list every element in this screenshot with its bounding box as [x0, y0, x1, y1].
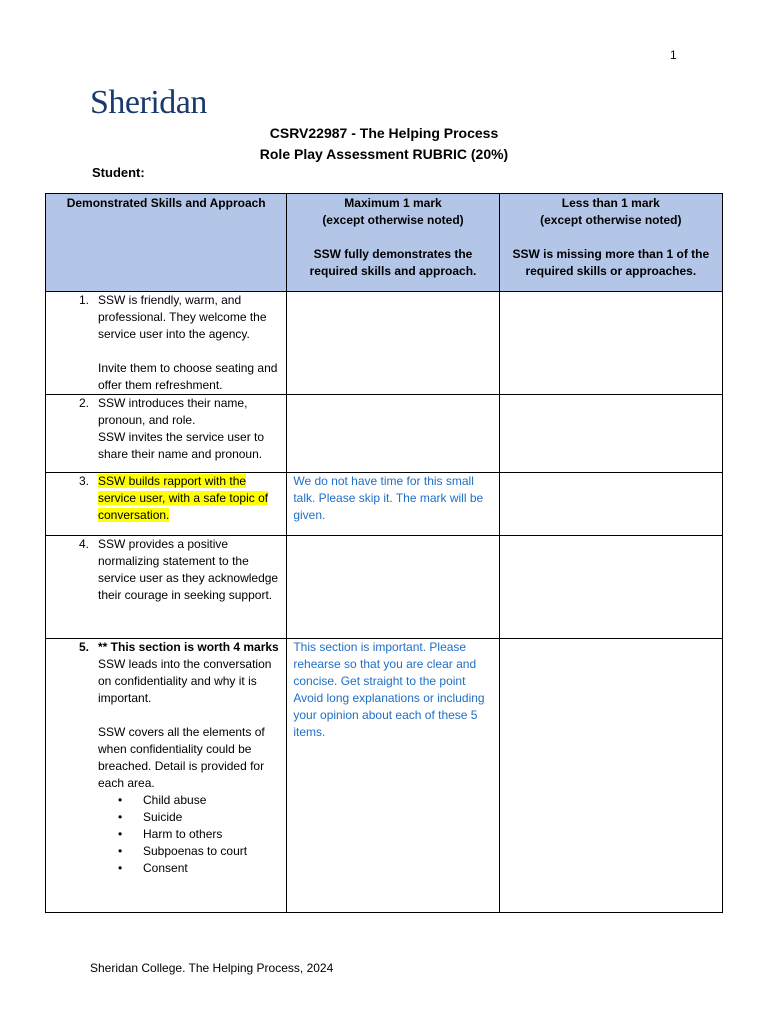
row3-max-cell[interactable] [287, 473, 499, 536]
table-row [46, 639, 723, 913]
row3-less-cell[interactable] [499, 473, 722, 536]
row2-text-extra: SSW invites the service user to share their name and pronoun. [98, 430, 265, 461]
table-header-row [46, 194, 723, 292]
list-item: • Consent [143, 860, 286, 877]
row5-instructor-note: This section is important. Please rehearse so that you are clear and concise. Get straight to the point Avoid long explanations or including your opinion about each of these 5 items. [293, 640, 485, 739]
header-max-mark: Maximum 1 mark (except otherwise noted) SSW fully demonstrates the required skills and approach. [287, 194, 499, 292]
row2-number: 2. [78, 396, 89, 410]
rubric-title: Role Play Assessment RUBRIC (20%) [259, 146, 509, 162]
row1-text: SSW is friendly, warm, and professional. They welcome the service user into the agency. [98, 293, 267, 341]
page-number: 1 [670, 48, 677, 62]
confidentiality-list [46, 792, 286, 877]
page-footer: Sheridan College. The Helping Process, 2024 [90, 961, 334, 975]
table-row [46, 536, 723, 639]
list-item: • Suicide [143, 809, 286, 826]
row2-less-cell[interactable] [499, 395, 722, 473]
row1-number: 1. [78, 293, 89, 307]
row3-text-highlighted: SSW builds rapport with the service user, with a safe topic of conversation. [98, 474, 269, 522]
header-less-mark: Less than 1 mark (except otherwise noted) SSW is missing more than 1 of the required skills or approaches. [499, 194, 722, 292]
row5-text: SSW leads into the conversation on confidentiality and why it is important. [98, 657, 272, 705]
row5-skill [46, 639, 287, 913]
row5-max-cell[interactable] [287, 639, 499, 913]
row1-less-cell[interactable] [499, 292, 722, 395]
row3-number: 3. [78, 474, 89, 488]
document-title [0, 123, 768, 165]
student-label: Student: [92, 165, 145, 180]
row4-text: SSW provides a positive normalizing statement to the service user as they acknowledge their courage in seeking support. [98, 537, 279, 602]
row1-skill [46, 292, 287, 395]
row5-weight-note: ** This section is worth 4 marks [98, 640, 279, 654]
row2-text: SSW introduces their name, pronoun, and role. [98, 396, 248, 427]
course-title: CSRV22987 - The Helping Process [269, 125, 499, 141]
row4-skill [46, 536, 287, 639]
sheridan-logo: Sheridan [90, 84, 207, 121]
row5-less-cell[interactable] [499, 639, 722, 913]
table-row [46, 292, 723, 395]
row3-instructor-note: We do not have time for this small talk. Please skip it. The mark will be given. [293, 474, 484, 522]
row2-skill [46, 395, 287, 473]
row4-number: 4. [78, 537, 89, 551]
row5-number: 5. [78, 640, 89, 654]
row1-max-cell[interactable] [287, 292, 499, 395]
row4-max-cell[interactable] [287, 536, 499, 639]
list-item: • Subpoenas to court [143, 843, 286, 860]
row1-text-extra: Invite them to choose seating and offer them refreshment. [98, 361, 278, 392]
row2-max-cell[interactable] [287, 395, 499, 473]
list-item: • Child abuse [143, 792, 286, 809]
table-row [46, 473, 723, 536]
row4-less-cell[interactable] [499, 536, 722, 639]
rubric-table [45, 193, 723, 913]
row3-skill [46, 473, 287, 536]
list-item: • Harm to others [143, 826, 286, 843]
header-skills: Demonstrated Skills and Approach [46, 194, 287, 292]
table-row [46, 395, 723, 473]
row5-text-extra: SSW covers all the elements of when confidentiality could be breached. Detail is provided for each area. [98, 725, 265, 790]
